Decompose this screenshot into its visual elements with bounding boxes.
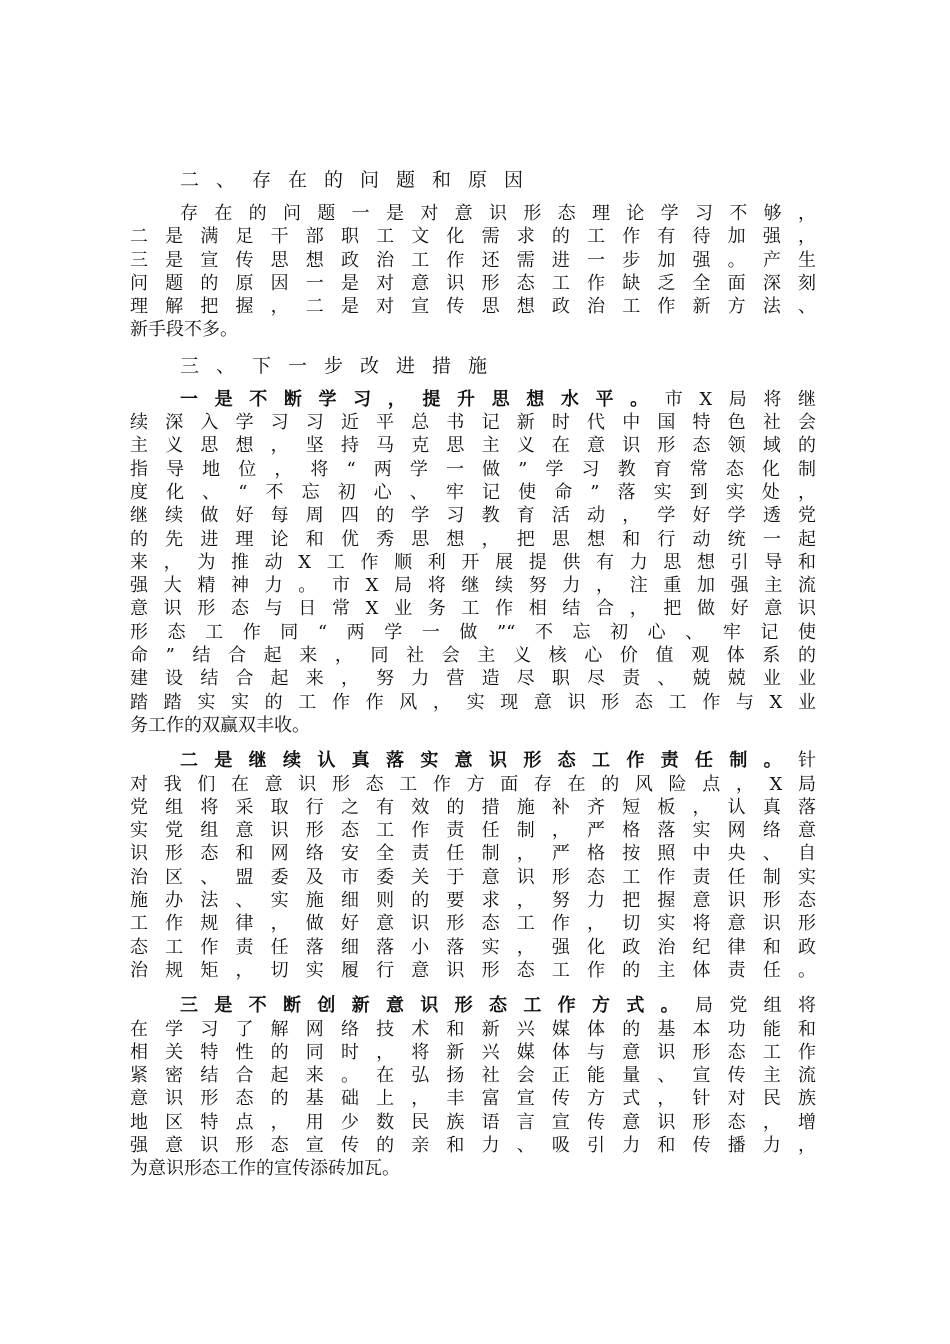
paragraph-line: 建设结合起来，努力营造尽职尽责、兢兢业业 [130, 668, 816, 690]
paragraph-line: 相关特性的同时，将新兴媒体与意识形态工作 [130, 1041, 816, 1063]
paragraph-line: 命”结合起来，同社会主义核心价值观体系的 [130, 645, 816, 667]
paragraph-line: 施办法、实施细则的要求，努力把握意识形态 [130, 890, 816, 912]
paragraph-line: 新手段不多。 [130, 319, 238, 341]
paragraph-line: 度化、“不忘初心、牢记使命”落实到实处， [130, 481, 816, 503]
paragraph-line: 强意识形态宣传的亲和力、吸引力和传播力， [130, 1134, 816, 1156]
paragraph-measure-3 [130, 994, 816, 1180]
paragraph-line: 为意识形态工作的宣传添砖加瓦。 [130, 1158, 400, 1180]
paragraph-line [130, 388, 816, 411]
measure-3-lead: 三是不断创新意识形态工作方式。 [180, 995, 695, 1017]
paragraph-line: 态工作责任落细落小落实，强化政治纪律和政 [130, 936, 816, 958]
paragraph-line: 主义思想，坚持马克思主义在意识形态领域的 [130, 435, 816, 457]
paragraph-line: 意识形态的基础上，丰富宣传方式，针对民族 [130, 1088, 816, 1110]
paragraph-line: 指导地位，将“两学一做”学习教育常态化制 [130, 458, 816, 480]
paragraph-line: 二是满足干部职工文化需求的工作有待加强， [130, 226, 816, 248]
paragraph-line: 党组将采取行之有效的措施补齐短板，认真落 [130, 796, 816, 818]
paragraph-line: 继续做好每周四的学习教育活动，学好学透党 [130, 505, 816, 527]
paragraph-line: 治区、盟委及市委关于意识形态工作责任制实 [130, 866, 816, 888]
paragraph-line: 问题的原因一是对意识形态工作缺乏全面深刻 [130, 272, 816, 294]
paragraph-problems [130, 202, 816, 342]
paragraph-line: 在学习了解网络技术和新兴媒体的基本功能和 [130, 1018, 816, 1040]
paragraph-line: 的先进理论和优秀思想，把思想和行动统一起 [130, 528, 816, 550]
paragraph-line: 三是宣传思想政治工作还需进一步加强。产生 [130, 249, 816, 271]
measure-2-lead: 二是继续认真落实意识形态工作责任制。 [180, 750, 798, 772]
paragraph-line: 续深入学习习近平总书记新时代中国特色社会 [130, 412, 816, 434]
paragraph-line: 地区特点，用少数民族语言宣传意识形态，增 [130, 1111, 816, 1133]
paragraph-line: 来，为推动X工作顺利开展提供有力思想引导和 [130, 551, 816, 573]
section-heading-measures: 三、下一步改进措施 [180, 354, 505, 377]
paragraph-line [130, 994, 816, 1017]
measure-1-lead: 一是不断学习，提升思想水平。 [180, 388, 665, 410]
paragraph-measure-1 [130, 388, 816, 737]
paragraph-line: 紧密结合起来。在弘扬社会正能量、宣传主流 [130, 1065, 816, 1087]
paragraph-line: 理解把握，二是对宣传思想政治工作新方法、 [130, 296, 816, 318]
paragraph-measure-2 [130, 749, 816, 982]
paragraph-line: 识形态和网络安全责任制，严格按照中央、自 [130, 843, 816, 865]
paragraph-line: 踏踏实实的工作作风，实现意识形态工作与X业 [130, 691, 816, 713]
measure-1-first-rest: 市X局将继 [664, 388, 816, 410]
paragraph-line: 对我们在意识形态工作方面存在的风险点，X局 [130, 773, 816, 795]
measure-2-first-rest: 针 [798, 750, 816, 772]
paragraph-line: 治规矩，切实履行意识形态工作的主体责任。 [130, 959, 816, 981]
paragraph-line: 形态工作同“两学一做”“不忘初心、牢记使 [130, 621, 816, 643]
measure-3-first-rest: 局党组将 [695, 995, 816, 1017]
section-heading-problems: 二、存在的问题和原因 [180, 169, 541, 191]
document-page [130, 166, 816, 1181]
paragraph-line: 务工作的双赢双丰收。 [130, 714, 310, 736]
paragraph-line: 工作规律，做好意识形态工作，切实将意识形 [130, 913, 816, 935]
paragraph-line: 意识形态与日常X业务工作相结合，把做好意识 [130, 598, 816, 620]
paragraph-line: 存在的问题一是对意识形态理论学习不够， [180, 203, 816, 224]
paragraph-line: 强大精神力。市X局将继续努力，注重加强主流 [130, 575, 816, 597]
paragraph-line [130, 749, 816, 772]
paragraph-line: 实党组意识形态工作责任制，严格落实网络意 [130, 820, 816, 842]
